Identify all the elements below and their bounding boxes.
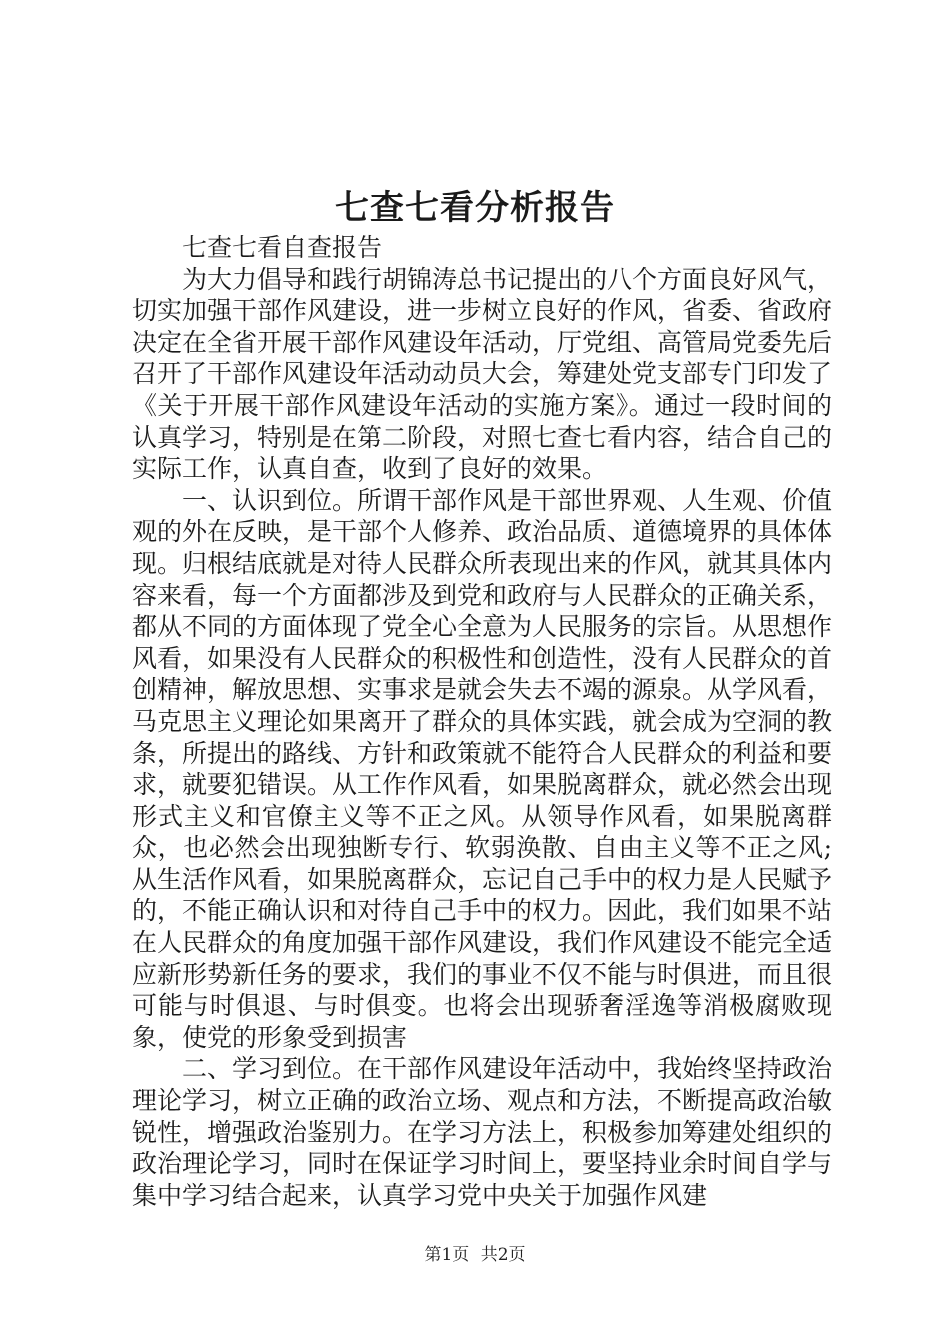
page-footer: [0, 1244, 950, 1266]
subtitle-paragraph: 七查七看自查报告: [182, 233, 383, 262]
document-title: 七查七看分析报告: [335, 188, 615, 228]
section-two-paragraph: 二、学习到位。在干部作风建设年活动中，我始终坚持政治理论学习，树立正确的政治立场、观点和方法，不断提高政治敏锐性，增强政治鉴别力。在学习方法上，积极参加筹建处组织的政治理论学习，同时在保证学习时间上，要坚持业余时间自学与集中学习结合起来，认真学习党中央关于加强作风建: [132, 1054, 833, 1210]
intro-paragraph: 为大力倡导和践行胡锦涛总书记提出的八个方面良好风气，切实加强干部作风建设，进一步树立良好的作风，省委、省政府决定在全省开展干部作风建设年活动，厅党组、高管局党委先后召开了干部作风建设年活动动员大会，筹建处党支部专门印发了《关于开展干部作风建设年活动的实施方案》。通过一段时间的认真学习，特别是在第二阶段，对照七查七看内容，结合自己的实际工作，认真自查，收到了良好的效果。: [132, 264, 833, 484]
document-body: [132, 232, 832, 1211]
section-one-paragraph: 一、认识到位。所谓干部作风是干部世界观、人生观、价值观的外在反映，是干部个人修养、政治品质、道德境界的具体体现。归根结底就是对待人民群众所表现出来的作风，就其具体内容来看，每一个方面都涉及到党和政府与人民群众的正确关系，都从不同的方面体现了党全心全意为人民服务的宗旨。从思想作风看，如果没有人民群众的积极性和创造性，没有人民群众的首创精神，解放思想、实事求是就会失去不竭的源泉。从学风看，马克思主义理论如果离开了群众的具体实践，就会成为空洞的教条，所提出的路线、方针和政策就不能符合人民群众的利益和要求，就要犯错误。从工作作风看，如果脱离群众，就必然会出现形式主义和官僚主义等不正之风。从领导作风看，如果脱离群众，也必然会出现独断专行、软弱涣散、自由主义等不正之风;从生活作风看，如果脱离群众，忘记自己手中的权力是人民赋予的，不能正确认识和对待自己手中的权力。因此，我们如果不站在人民群众的角度加强干部作风建设，我们作风建设不能完全适应新形势新任务的要求，我们的事业不仅不能与时俱进，而且很可能与时俱退、与时俱变。也将会出现骄奢淫逸等消极腐败现象，使党的形象受到损害: [132, 485, 833, 1052]
page-total: 共2页: [480, 1245, 526, 1265]
page-number: 第1页: [424, 1245, 470, 1265]
